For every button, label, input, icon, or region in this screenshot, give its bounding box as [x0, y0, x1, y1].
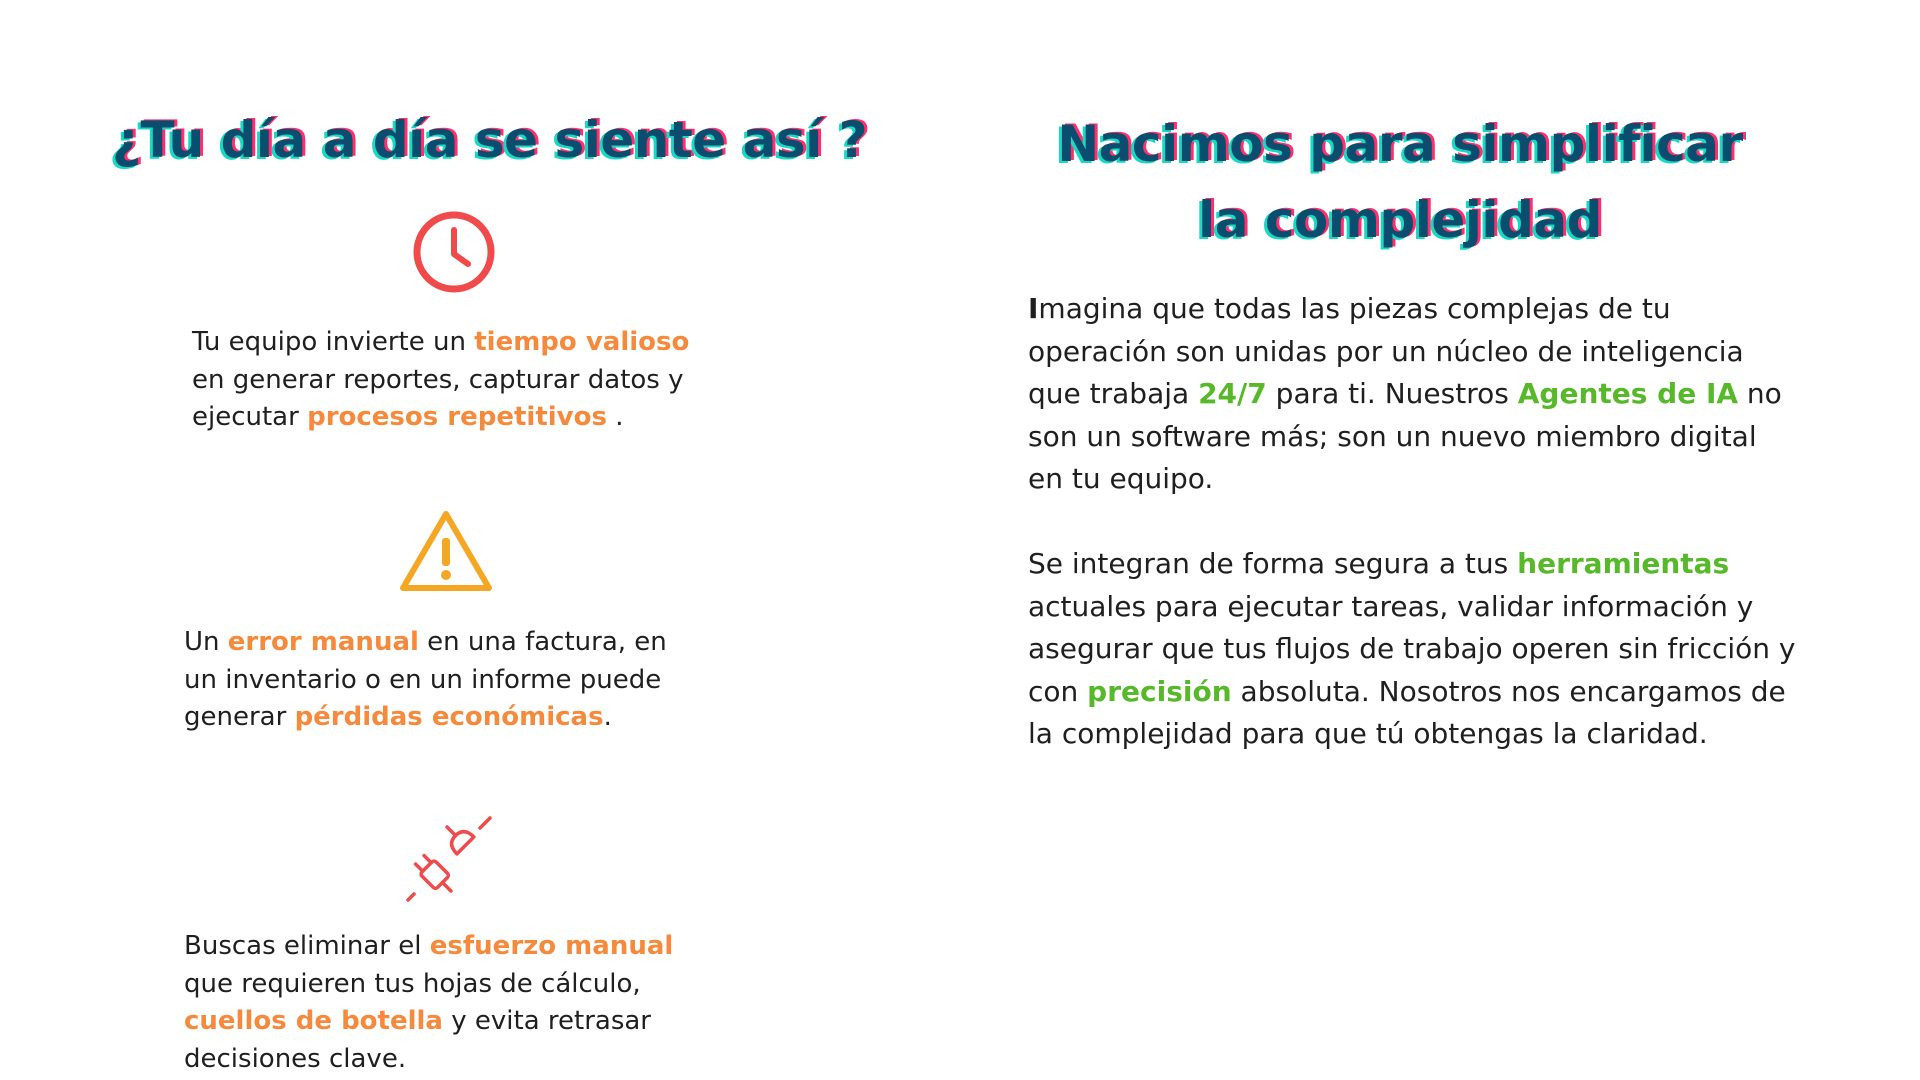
highlight-text: 24/7: [1198, 377, 1267, 410]
text-segment: magina que todas las piezas complejas de tu operación son unidas por un núcleo de inteligencia que trabaja: [1028, 292, 1744, 410]
text-segment: absoluta. Nosotros nos encargamos de la complejidad para que tú obtengas la claridad.: [1028, 674, 1786, 750]
highlight-text: pérdidas económicas: [294, 702, 604, 732]
text-segment: y evita retrasar decisiones clave.: [184, 1006, 651, 1074]
text-segment: para ti. Nuestros: [1266, 377, 1518, 410]
clock-icon: [412, 210, 496, 294]
text-segment: Un: [184, 627, 228, 657]
highlight-text: esfuerzo manual: [429, 931, 674, 961]
drop-cap: I: [1028, 292, 1039, 325]
text-segment: actuales para ejecutar tareas, validar información y asegurar que tus flujos de trabajo operen sin fricción y con: [1028, 589, 1796, 708]
highlight-text: cuellos de botella: [184, 1006, 443, 1036]
text-segment: .: [603, 702, 612, 732]
intro-paragraph: [1028, 288, 1798, 501]
highlight-text: error manual: [227, 627, 419, 657]
plug-disconnect-icon: [402, 810, 498, 906]
highlight-text: herramientas: [1517, 547, 1730, 580]
text-segment: Se integran de forma segura a tus: [1028, 547, 1518, 580]
text-segment: Tu equipo invierte un: [192, 327, 475, 357]
title-line: Nacimos para simplificar: [1057, 115, 1743, 173]
pain-point-text: [184, 624, 704, 737]
warning-icon: [398, 508, 494, 594]
text-segment: en generar reportes, capturar datos y ejecutar: [192, 364, 684, 432]
title-line: la complejidad: [1198, 191, 1602, 249]
text-segment: que requieren tus hojas de cálculo,: [184, 968, 641, 999]
text-segment: no son un software más; son un nuevo miembro digital en tu equipo.: [1028, 377, 1782, 495]
right-section-title: [1020, 106, 1780, 258]
highlight-text: procesos repetitivos: [307, 402, 607, 432]
highlight-text: tiempo valioso: [474, 327, 690, 357]
text-segment: en una factura, en un inventario o en un informe puede generar: [184, 627, 667, 732]
integration-paragraph: [1028, 543, 1798, 756]
highlight-text: precisión: [1087, 674, 1232, 708]
left-section-title: ¿Tu día a día se siente así ?: [112, 111, 868, 169]
pain-point-text: [192, 324, 712, 437]
pain-point-text: [184, 928, 704, 1078]
text-segment: Buscas eliminar el: [184, 931, 430, 961]
highlight-text: Agentes de IA: [1517, 377, 1739, 410]
text-segment: .: [606, 402, 624, 432]
